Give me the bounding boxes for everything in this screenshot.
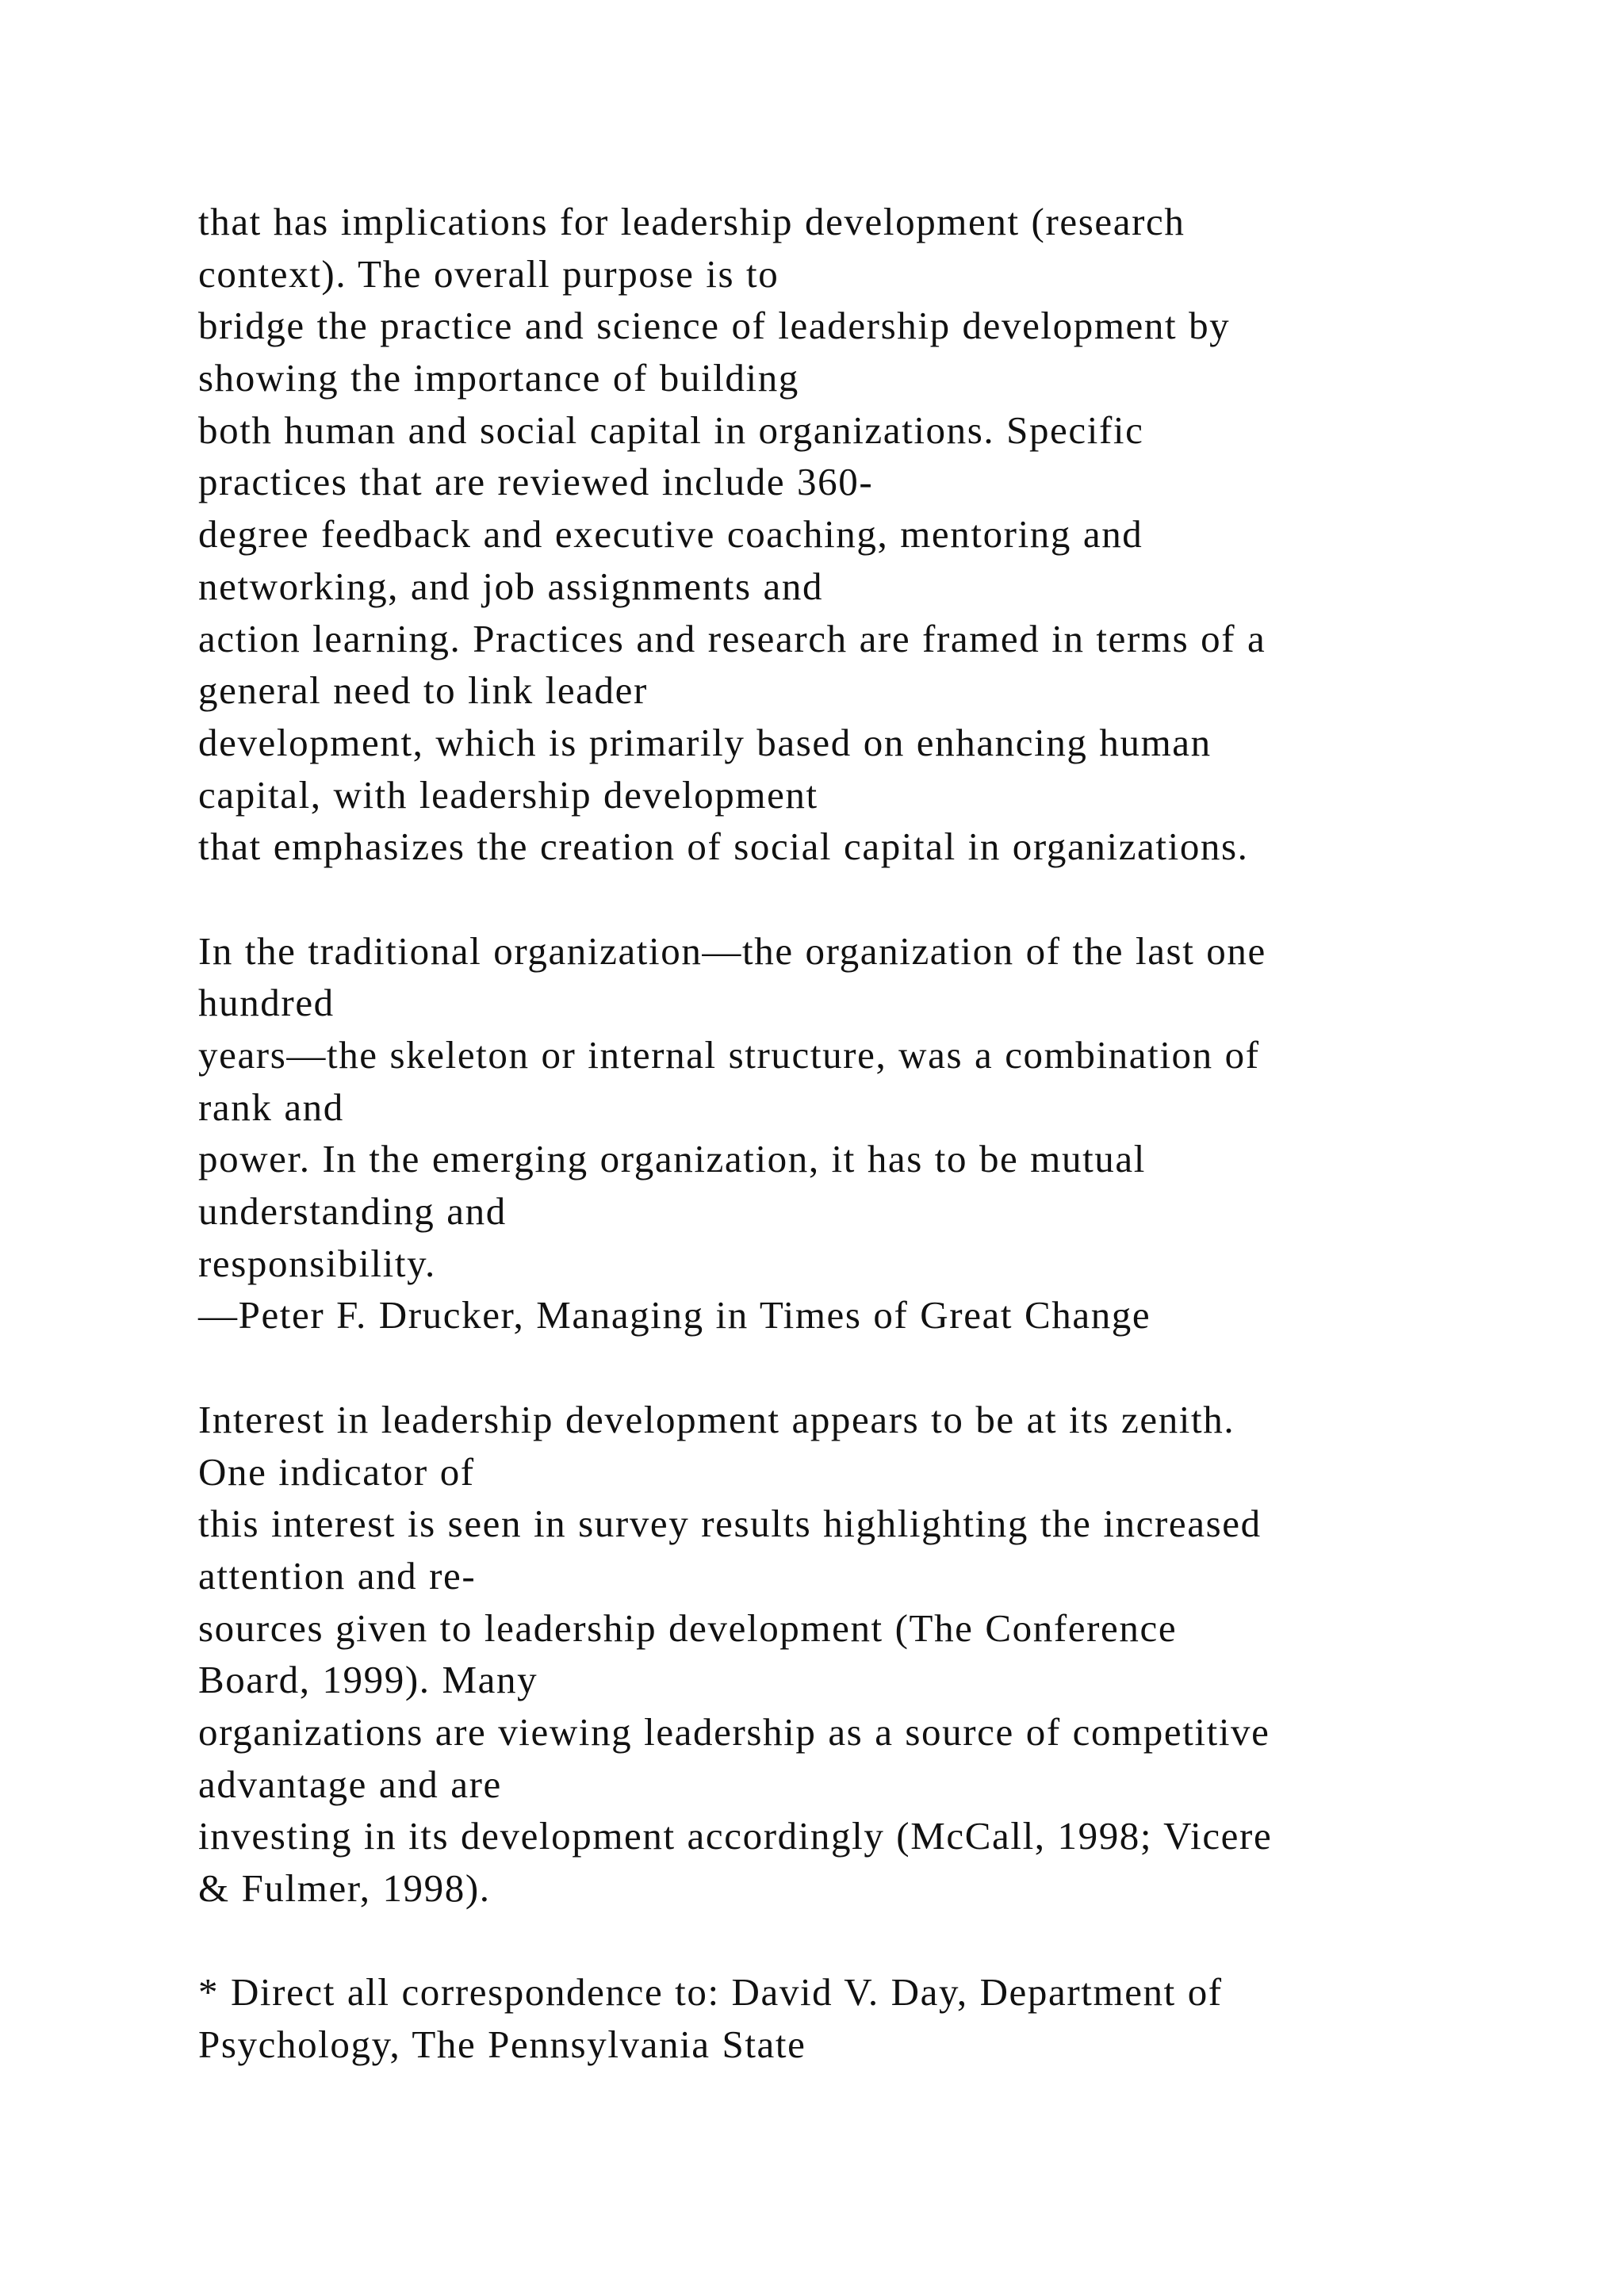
text-line: attention and re-: [198, 1553, 477, 1598]
text-line: advantage and are: [198, 1762, 502, 1806]
intro-paragraph: [198, 1394, 1546, 1915]
text-line: Interest in leadership development appears to be at its zenith.: [198, 1397, 1235, 1441]
paragraph-spacer: [198, 1341, 1546, 1394]
text-line: action learning. Practices and research are framed in terms of a: [198, 616, 1266, 660]
epigraph-attribution: —Peter F. Drucker, Managing in Times of Great Change: [198, 1293, 1151, 1337]
text-line: * Direct all correspondence to: David V. Day, Department of: [198, 1970, 1223, 2015]
text-line: Psychology, The Pennsylvania State: [198, 2022, 806, 2067]
text-line: showing the importance of building: [198, 356, 799, 400]
text-line: In the traditional organization—the organization of the last one: [198, 928, 1266, 973]
text-line: investing in its development accordingly (McCall, 1998; Vicere: [198, 1814, 1273, 1858]
text-line: this interest is seen in survey results highlighting the increased: [198, 1502, 1262, 1546]
paragraph-spacer: [198, 873, 1546, 925]
text-line: that has implications for leadership development (research: [198, 200, 1185, 243]
text-line: years—the skeleton or internal structure, was a combination of: [198, 1033, 1260, 1077]
text-line: bridge the practice and science of leadership development by: [198, 304, 1231, 348]
text-line: responsibility.: [198, 1241, 436, 1285]
text-line: understanding and: [198, 1189, 507, 1234]
text-line: organizations are viewing leadership as a source of competitive: [198, 1709, 1270, 1754]
text-line: general need to link leader: [198, 668, 648, 713]
text-line: development, which is primarily based on enhancing human: [198, 720, 1212, 764]
text-line: rank and: [198, 1085, 344, 1129]
text-line: degree feedback and executive coaching, mentoring and: [198, 512, 1143, 557]
document-body: [198, 196, 1546, 2071]
abstract-paragraph: [198, 196, 1546, 873]
text-line: hundred: [198, 981, 335, 1025]
text-line: One indicator of: [198, 1449, 475, 1494]
text-line: networking, and job assignments and: [198, 564, 824, 608]
text-line: both human and social capital in organizations. Specific: [198, 408, 1144, 452]
text-line: context). The overall purpose is to: [198, 251, 779, 296]
text-line: practices that are reviewed include 360-: [198, 460, 874, 504]
text-line: power. In the emerging organization, it has to be mutual: [198, 1137, 1146, 1181]
paragraph-spacer: [198, 1915, 1546, 1967]
epigraph-quote: [198, 925, 1546, 1342]
correspondence-footnote: [198, 1966, 1546, 2070]
text-line: capital, with leadership development: [198, 772, 818, 817]
text-line: that emphasizes the creation of social capital in organizations.: [198, 825, 1249, 869]
text-line: Board, 1999). Many: [198, 1658, 538, 1702]
text-line: sources given to leadership development (The Conference: [198, 1605, 1178, 1650]
text-line: & Fulmer, 1998).: [198, 1866, 491, 1910]
